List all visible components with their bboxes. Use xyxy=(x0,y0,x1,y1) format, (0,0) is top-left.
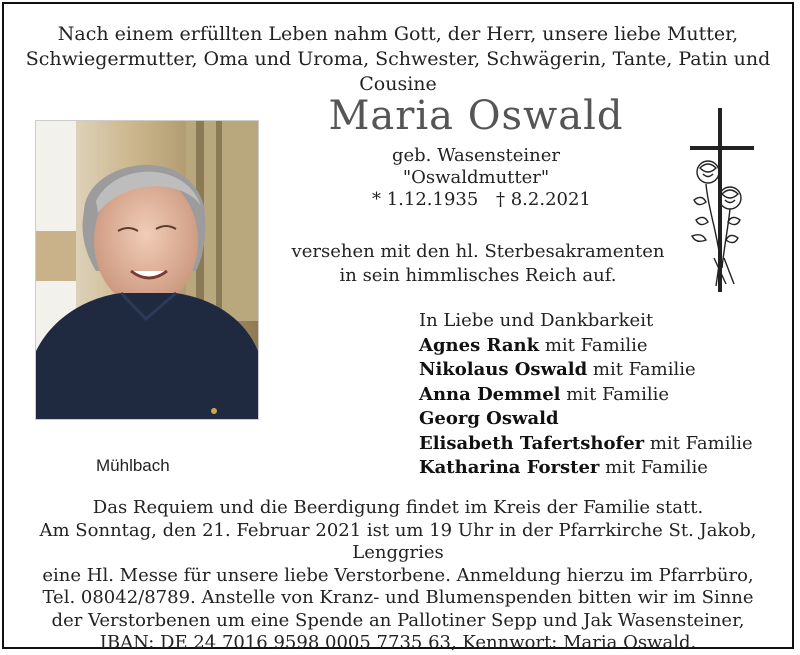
mourner-row xyxy=(419,358,753,383)
mourners-block xyxy=(419,309,753,481)
mourner-row xyxy=(419,432,753,457)
mourner-row xyxy=(419,456,753,481)
sacraments-line-2: in sein himmlisches Reich auf. xyxy=(339,265,617,286)
deceased-name: Maria Oswald xyxy=(328,93,624,139)
cross-with-roses-icon xyxy=(686,108,758,298)
sacraments-text xyxy=(288,240,668,288)
footer-text xyxy=(0,497,796,655)
footer-line-3: eine Hl. Messe für unsere liebe Verstorbene. Anmeldung hierzu im Pfarrbüro, xyxy=(42,564,754,586)
footer-line-5: der Verstorbenen um eine Spende an Pallotiner Sepp und Jak Wasensteiner, xyxy=(51,609,745,631)
mourner-name: Anna Demmel xyxy=(419,383,561,405)
birth-date: * 1.12.1935 xyxy=(372,189,479,210)
portrait-illustration xyxy=(36,121,258,419)
mourner-row xyxy=(419,407,753,432)
intro-line-2: Schwiegermutter, Oma und Uroma, Schwester, Schwägerin, Tante, Patin und Cousine xyxy=(25,48,771,95)
mourners-heading: In Liebe und Dankbarkeit xyxy=(419,310,654,331)
maiden-name: geb. Wasensteiner xyxy=(391,145,561,166)
death-date: † 8.2.2021 xyxy=(496,189,591,210)
sacraments-line-1: versehen mit den hl. Sterbesakramenten xyxy=(291,241,665,262)
mourner-name: Georg Oswald xyxy=(419,408,559,429)
intro-line-1: Nach einem erfüllten Leben nahm Gott, der Herr, unsere liebe Mutter, xyxy=(57,23,739,45)
footer-line-2: Am Sonntag, den 21. Februar 2021 ist um 19 Uhr in der Pfarrkirche St. Jakob, Lenggries xyxy=(39,519,757,563)
intro-text xyxy=(0,22,796,97)
mourner-name: Elisabeth Tafertshofer xyxy=(419,432,645,454)
mourner-suffix: mit Familie xyxy=(587,359,696,380)
mourner-suffix: mit Familie xyxy=(644,432,753,454)
mourner-name: Nikolaus Oswald xyxy=(419,359,588,380)
portrait-photo xyxy=(35,120,259,420)
mourner-suffix: mit Familie xyxy=(599,457,708,478)
mourner-name: Agnes Rank xyxy=(419,334,540,356)
mourner-row xyxy=(419,383,753,408)
mourner-suffix: mit Familie xyxy=(560,383,670,405)
place-label: Mühlbach xyxy=(96,456,170,475)
footer-line-1: Das Requiem und die Beerdigung findet im Kreis der Familie statt. xyxy=(92,497,704,518)
footer-line-4: Tel. 08042/8789. Anstelle von Kranz- und Blumenspenden bitten wir im Sinne xyxy=(42,587,754,608)
nickname: "Oswaldmutter" xyxy=(402,167,550,188)
mourner-row xyxy=(419,334,753,359)
mourner-name: Katharina Forster xyxy=(419,457,600,478)
mourner-suffix: mit Familie xyxy=(539,334,648,356)
footer-line-6: IBAN: DE 24 7016 9598 0005 7735 63, Kennwort: Maria Oswald. xyxy=(99,632,697,653)
